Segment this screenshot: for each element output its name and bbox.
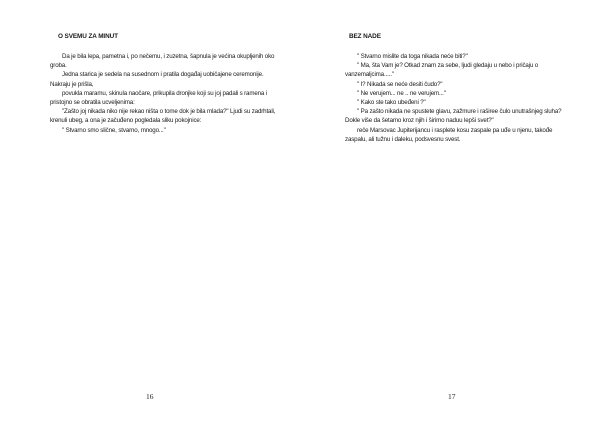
paragraph: " Kako ste tako ubeđeni ?" [357,99,426,107]
paragraph: Da je bila lepa, pametna i, po nečemu, i zuzetna, šapnula je većina okupljenih oko groba. [50,53,275,70]
paragraph: " Ma, šta Vam je? Otkad znam za sebe, ljudi gledaju u nebo i pričaju o vanzemaljcima....." [345,62,539,79]
paragraph: " Stvarno smo slične, stvarno, mnogo..." [62,126,166,134]
paragraph: " I? Nikada se neće desiti čudo?" [357,80,443,88]
paragraph: " Ne verujem... ne .. ne verujem..." [357,89,446,97]
page-number: 17 [448,392,456,401]
story-body [50,52,282,135]
page-number: 16 [146,392,154,401]
paragraph: " Pa zašto nikada ne spustete glavu, zažmure i raširee čulo unutrašnjeg sluha? Dokle više da šetamo kroz njih i širimo naduu lepši svet?" [345,108,562,125]
story-title: O SVEMU ZA MINUT [58,33,118,40]
story-title: BEZ NADE [349,33,381,40]
paragraph: povukla maramu, skinula naočare, prikupila dronjke koji su joj padali s ramena i pristojno se obratila ucveljenima: [50,89,268,107]
paragraph: reče Marsovac Jupiterijancu i rasplete kosu zaspale pa uđe u njenu, takođe zaspalu, ali tužnu i daleku, podsvesnu svest. [345,126,553,143]
paragraph: " Stvarno mislite da toga nikada neće biti?" [357,53,468,60]
paragraph: "Zašto joj nikada niko nije rekao ništa o tome dok je bila mlada?" Ljudi su zadrhtali, krenuli ubeg, a ona je začuđeno pogledala sliku pokojnice: [50,108,276,125]
story-body [345,52,571,144]
right-page [300,0,600,428]
paragraph: Jedna starica je sedela na susednom i pratila događaj uobičajene ceremonije. Nakraju je prišla, [50,71,264,88]
